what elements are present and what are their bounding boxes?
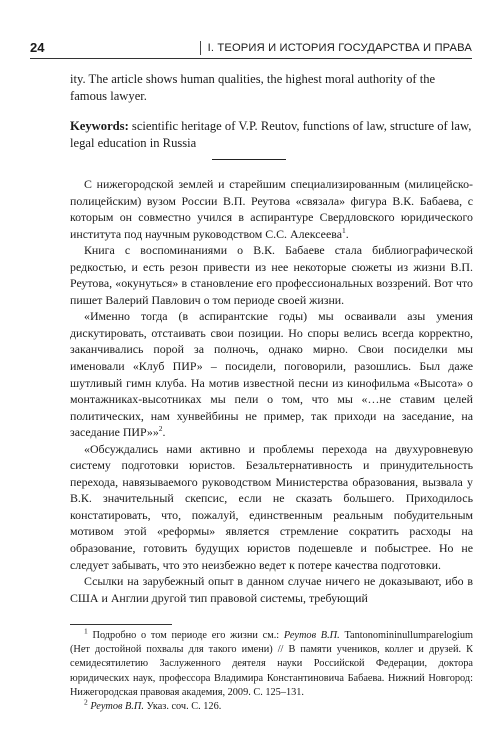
footnote-2	[70, 697, 473, 714]
paragraph-1-end: .	[345, 226, 349, 241]
paragraph-1-text: С нижегородской землей и старейшим специализированным (милицейско-полицейским) вузом России В.П. Реутова «связала» фигура В.К. Бабаева, с которым он совместно учился в аспирантуре Свердловского юридического института под научным руководством С.С. Алексеева	[70, 177, 473, 241]
paragraph-3	[70, 308, 473, 440]
paragraph-3-end: .	[162, 425, 166, 440]
paragraph-1	[70, 176, 473, 242]
footnote-ref-1[interactable]: 1	[341, 225, 346, 235]
article-body	[70, 176, 473, 606]
footnote-rule	[70, 624, 172, 625]
keywords	[70, 118, 472, 152]
paragraph-3-text: «Именно тогда (в аспирантские годы) мы осваивали азы умения дискутировать, отстаивать свои позиции. Но споры велись всегда корректно, заканчивались порой за полночь, однако мирно. Свои посиделки мы именовали «Клуб ПИР» – посидели, поговорили, разошлись. Был даже шутливый гимн клуба. На мотив известной песни из кинофильма «Высота» о монтажниках-высотниках мы пели о том, что мы «…не ставим целей политических, нам хунвейбины не пример, так приходи на заседание, на заседание ПИР»»	[70, 309, 473, 440]
abstract-tail: ity. The article shows human qualities, the highest moral authority of the famous lawyer.	[70, 72, 436, 103]
footnote-1	[70, 626, 474, 700]
page-header	[30, 36, 472, 58]
footnote-2-author: Реутов В.П.	[90, 701, 144, 713]
paragraph-5: Ссылки на зарубежный опыт в данном случае ничего не доказывают, ибо в США и Англии другой тип правовой системы, требующий	[70, 574, 473, 605]
keywords-text: scientific heritage of V.P. Reutov, functions of law, structure of law, legal education in Russia	[70, 119, 472, 150]
footnote-1-text: Подробно о том периоде его жизни см.: Реутов В.П. Tantonomininullumparelogium (Нет достойной похвалы для такого имени) // В памяти учеников, коллег и друзей. К семидесятилетию Заслуженного деятеля науки Российской Федерации, доктора юридических наук, профессора Владимира Константиновича Бабаева. Нижний Новгород: Нижегородская правовая академия, 2009. С. 125–131.	[70, 630, 474, 698]
paragraph-2: Книга с воспоминаниями о В.К. Бабаеве стала библиографической редкостью, и есть резон привести из нее некоторые сюжеты из жизни В.П. Реутова, «окунуться» в становление его профессиональных воззрений. Вот что пишет Валерий Павлович о том периоде своей жизни.	[70, 243, 473, 307]
footnotes	[70, 626, 474, 714]
footnote-2-text: Указ. соч. С. 126.	[143, 701, 222, 713]
footnote-1-author: Реутов В.П.	[283, 630, 340, 641]
footnote-1-number: 1	[84, 626, 88, 636]
section-divider	[212, 159, 286, 160]
paragraph-4: «Обсуждались нами активно и проблемы перехода на двухуровневую систему подготовки юристов. Безальтернативность и принудительность перехода, навязываемого руководством Министерства образования, вызвала у В.К. значительный скепсис, если не сказать большего. Приходилось констатировать, что, пожалуй, единственным реальным побудительным мотивом этой «реформы» является стремление сократить расходы на образование, готовить будущих юристов подешевле и побыстрее. Но не следует забывать, что это неизбежно ведет к потере качества подготовки.	[70, 441, 473, 572]
footnote-2-number: 2	[84, 697, 88, 707]
page-number: 24	[30, 40, 45, 55]
header-rule	[30, 58, 472, 59]
keywords-label: Keywords:	[70, 119, 129, 133]
running-title: I. ТЕОРИЯ И ИСТОРИЯ ГОСУДАРСТВА И ПРАВА	[200, 41, 472, 55]
footnote-ref-2[interactable]: 2	[158, 424, 163, 434]
